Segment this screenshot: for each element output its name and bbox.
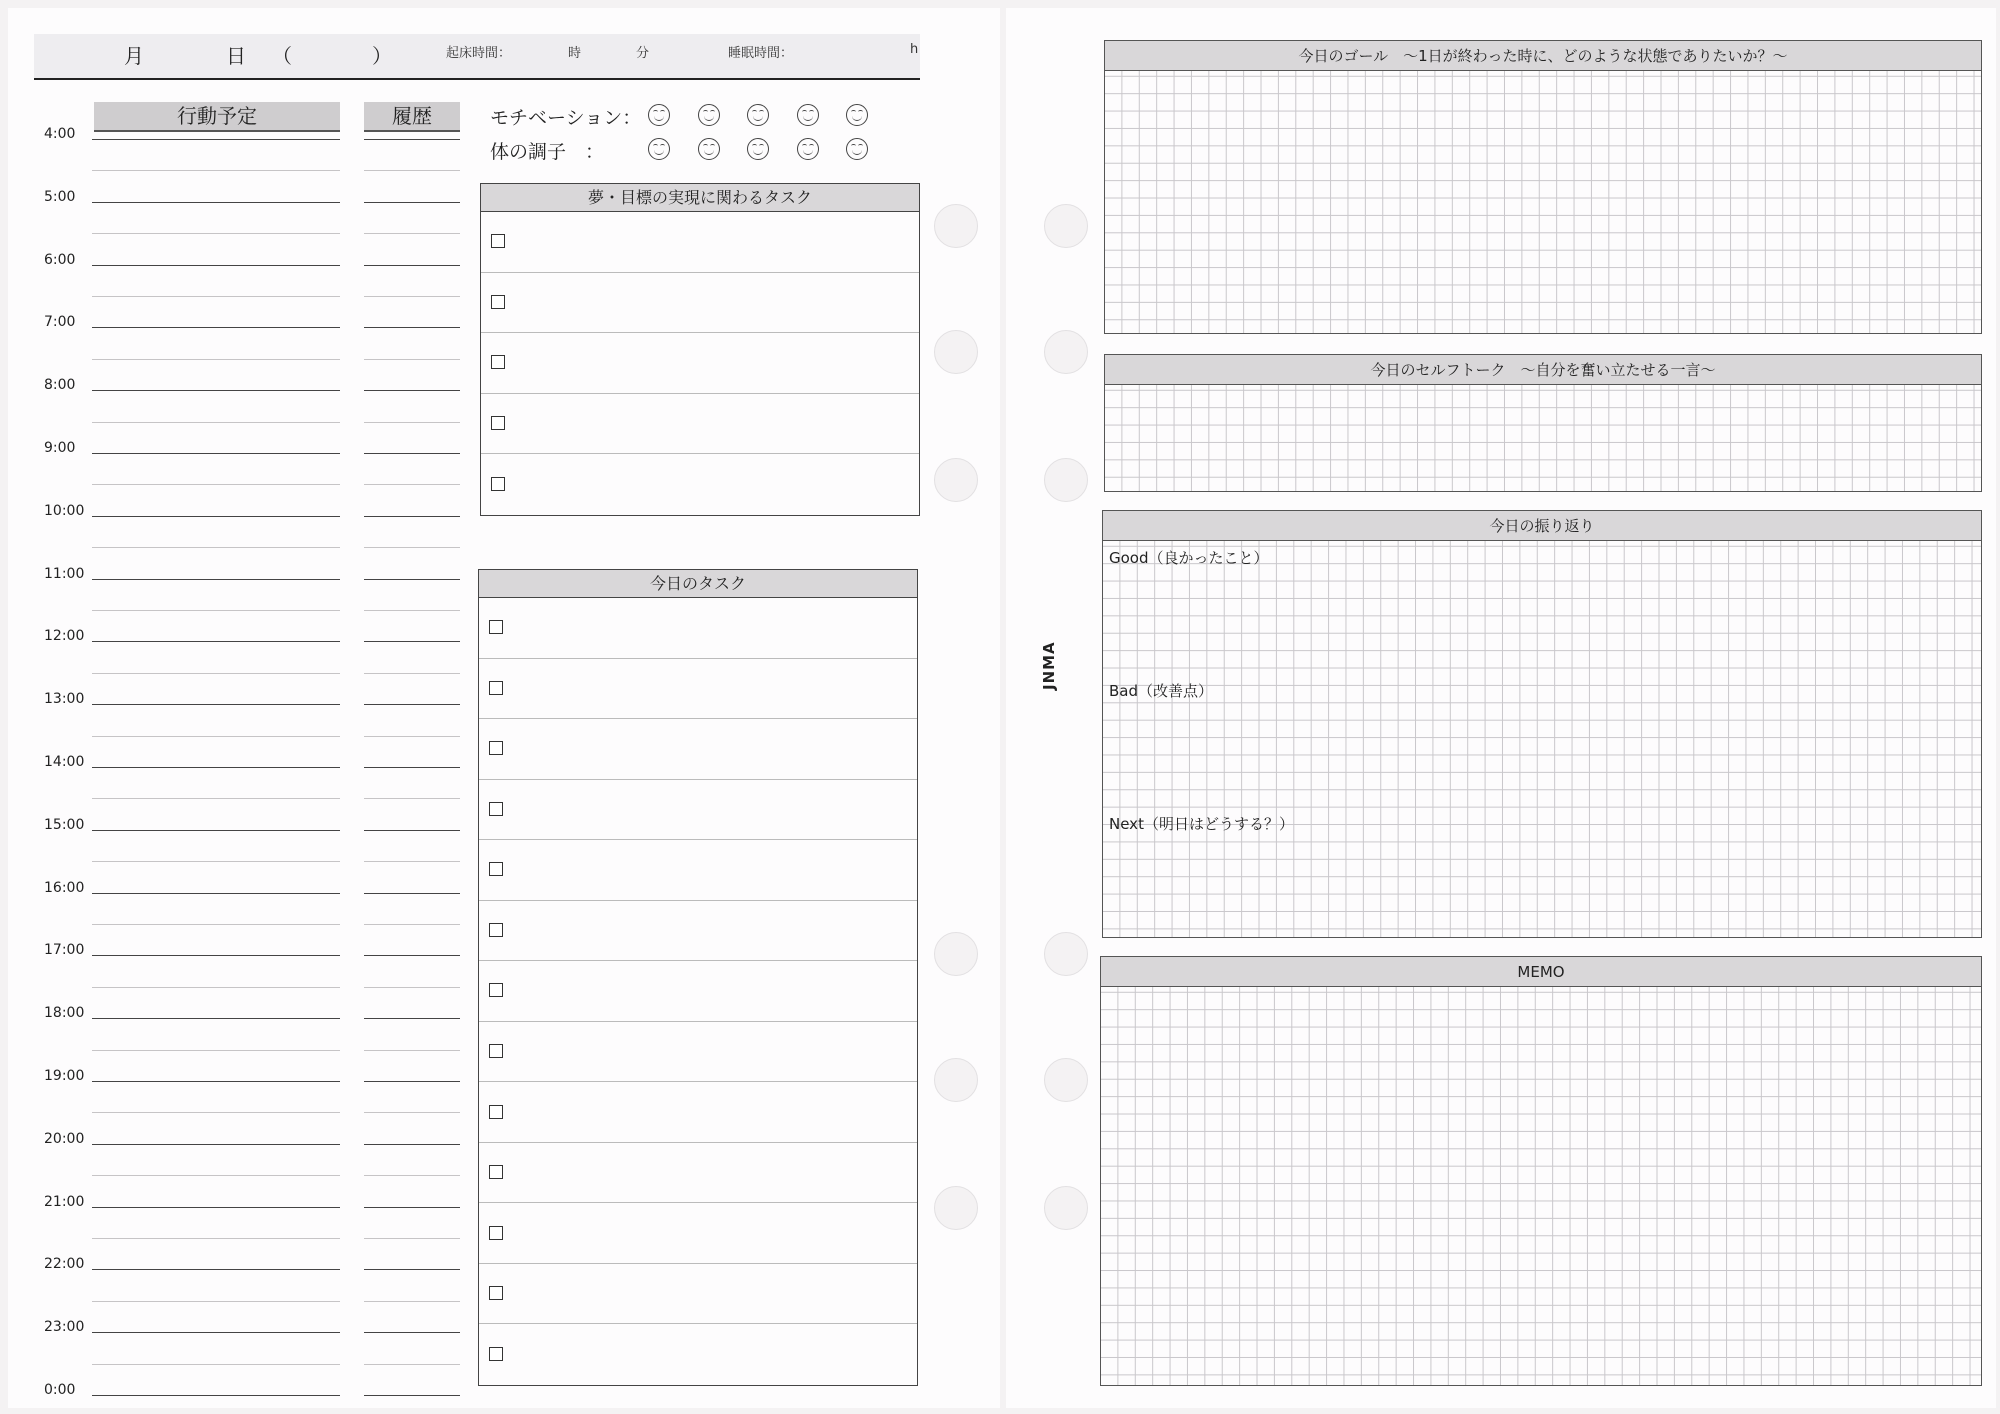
history-hour-line bbox=[364, 893, 460, 894]
time-label: 22:00 bbox=[44, 1256, 85, 1273]
checkbox[interactable] bbox=[489, 681, 503, 695]
binder-hole bbox=[934, 932, 978, 976]
history-hour-line bbox=[364, 1018, 460, 1019]
history-half-line bbox=[364, 673, 460, 674]
time-label: 10:00 bbox=[44, 502, 85, 519]
time-label: 6:00 bbox=[44, 251, 76, 268]
checkbox[interactable] bbox=[489, 862, 503, 876]
plan-half-line bbox=[92, 1050, 340, 1051]
plan-half-line bbox=[92, 359, 340, 360]
history-hour-line bbox=[364, 202, 460, 203]
time-label: 19:00 bbox=[44, 1068, 85, 1084]
task-row[interactable] bbox=[479, 1264, 917, 1325]
history-half-line bbox=[364, 1301, 460, 1302]
plan-half-line bbox=[92, 422, 340, 423]
plan-half-line bbox=[92, 924, 340, 925]
history-hour-line bbox=[364, 390, 460, 391]
plan-hour-line bbox=[92, 893, 340, 894]
history-hour-line bbox=[364, 704, 460, 705]
checkbox[interactable] bbox=[491, 477, 505, 491]
history-hour-line bbox=[364, 265, 460, 266]
history-hour-line bbox=[364, 1207, 460, 1208]
bad-label: Bad（改善点） bbox=[1109, 682, 1214, 700]
plan-hour-line bbox=[92, 955, 340, 956]
time-label: 17:00 bbox=[44, 942, 85, 959]
history-hour-line bbox=[364, 1269, 460, 1270]
time-label: 13:00 bbox=[44, 691, 85, 708]
motivation-label: モチベーション： bbox=[490, 107, 642, 129]
checkbox[interactable] bbox=[489, 1226, 503, 1240]
history-half-line bbox=[364, 1112, 460, 1113]
history-hour-line bbox=[364, 830, 460, 831]
body-face-icon[interactable] bbox=[797, 138, 819, 160]
plan-hour-line bbox=[92, 516, 340, 517]
plan-half-line bbox=[92, 547, 340, 548]
motivation-face-icon[interactable] bbox=[797, 104, 819, 126]
task-row[interactable] bbox=[479, 1324, 917, 1385]
history-hour-line bbox=[364, 139, 460, 140]
time-label: 11:00 bbox=[44, 565, 85, 582]
header-rule bbox=[34, 78, 920, 80]
binder-hole bbox=[1044, 330, 1088, 374]
plan-hour-line bbox=[92, 265, 340, 266]
history-half-line bbox=[364, 1175, 460, 1176]
time-label: 12:00 bbox=[44, 628, 85, 645]
history-half-line bbox=[364, 736, 460, 737]
task-row[interactable] bbox=[481, 333, 919, 394]
history-half-line bbox=[364, 861, 460, 862]
history-half-line bbox=[364, 1050, 460, 1051]
checkbox[interactable] bbox=[489, 1347, 503, 1361]
plan-hour-line bbox=[92, 1081, 340, 1082]
plan-hour-line bbox=[92, 1395, 340, 1396]
history-half-line bbox=[364, 233, 460, 234]
checkbox[interactable] bbox=[491, 416, 505, 430]
history-hour-line bbox=[364, 1332, 460, 1333]
plan-half-line bbox=[92, 1301, 340, 1302]
checkbox[interactable] bbox=[489, 1165, 503, 1179]
plan-hour-line bbox=[92, 202, 340, 203]
body-face-icon[interactable] bbox=[846, 138, 868, 160]
body-face-icon[interactable] bbox=[698, 138, 720, 160]
plan-half-line bbox=[92, 1112, 340, 1113]
motivation-face-icon[interactable] bbox=[648, 104, 670, 126]
task-row[interactable] bbox=[479, 659, 917, 720]
history-hour-line bbox=[364, 579, 460, 580]
plan-half-line bbox=[92, 861, 340, 862]
checkbox[interactable] bbox=[489, 802, 503, 816]
time-label: 5:00 bbox=[44, 188, 76, 205]
plan-half-line bbox=[92, 484, 340, 485]
history-hour-line bbox=[364, 1144, 460, 1145]
task-row[interactable] bbox=[479, 598, 917, 659]
plan-half-line bbox=[92, 798, 340, 799]
binder-hole bbox=[934, 1058, 978, 1102]
binder-hole bbox=[1044, 1186, 1088, 1230]
day-label: 日 bbox=[226, 44, 246, 68]
next-label: Next（明日はどうする？） bbox=[1109, 815, 1294, 833]
binder-hole bbox=[934, 204, 978, 248]
plan-half-line bbox=[92, 987, 340, 988]
history-half-line bbox=[364, 422, 460, 423]
checkbox[interactable] bbox=[489, 1044, 503, 1058]
memo-panel bbox=[1100, 956, 1982, 1386]
task-row[interactable] bbox=[479, 901, 917, 962]
task-row[interactable] bbox=[481, 212, 919, 273]
sleep-unit-label: h bbox=[910, 42, 919, 57]
task-row[interactable] bbox=[479, 1022, 917, 1083]
history-hour-line bbox=[364, 453, 460, 454]
history-half-line bbox=[364, 1364, 460, 1365]
time-label: 8:00 bbox=[44, 377, 76, 394]
binder-hole bbox=[934, 1186, 978, 1230]
binder-hole bbox=[1044, 1058, 1088, 1102]
binder-hole bbox=[934, 458, 978, 502]
checkbox[interactable] bbox=[489, 620, 503, 634]
weekday-open-paren: （ bbox=[272, 44, 292, 68]
plan-half-line bbox=[92, 610, 340, 611]
history-half-line bbox=[364, 359, 460, 360]
history-hour-line bbox=[364, 327, 460, 328]
plan-half-line bbox=[92, 170, 340, 171]
today-task-box bbox=[478, 569, 918, 1386]
goal-panel bbox=[1104, 40, 1982, 334]
selftalk-panel bbox=[1104, 354, 1982, 492]
wake-time-label: 起床時間： bbox=[446, 46, 512, 61]
dream-task-box bbox=[480, 183, 920, 516]
plan-hour-line bbox=[92, 1269, 340, 1270]
plan-hour-line bbox=[92, 139, 340, 140]
checkbox[interactable] bbox=[491, 355, 505, 369]
plan-hour-line bbox=[92, 767, 340, 768]
history-half-line bbox=[364, 798, 460, 799]
review-panel bbox=[1102, 510, 1982, 938]
history-half-line bbox=[364, 484, 460, 485]
binder-hole bbox=[1044, 458, 1088, 502]
checkbox[interactable] bbox=[489, 741, 503, 755]
checkbox[interactable] bbox=[489, 983, 503, 997]
plan-half-line bbox=[92, 1364, 340, 1365]
body-condition-label: 体の調子 ： bbox=[490, 141, 605, 163]
checkbox[interactable] bbox=[489, 1286, 503, 1300]
time-label: 4:00 bbox=[44, 126, 76, 142]
plan-half-line bbox=[92, 673, 340, 674]
plan-hour-line bbox=[92, 327, 340, 328]
plan-hour-line bbox=[92, 1018, 340, 1019]
time-label: 16:00 bbox=[44, 879, 85, 896]
today-task-title: 今日のタスク bbox=[479, 570, 917, 598]
time-label: 21:00 bbox=[44, 1193, 85, 1210]
selftalk-title: 今日のセルフトーク ～自分を奮い立たせる一言～ bbox=[1105, 355, 1981, 385]
plan-half-line bbox=[92, 296, 340, 297]
weekday-close-paren: ） bbox=[372, 44, 392, 68]
task-row[interactable] bbox=[481, 273, 919, 334]
plan-hour-line bbox=[92, 453, 340, 454]
history-half-line bbox=[364, 547, 460, 548]
month-label: 月 bbox=[124, 44, 144, 68]
dream-task-title: 夢・目標の実現に関わるタスク bbox=[481, 184, 919, 212]
history-hour-line bbox=[364, 1395, 460, 1396]
body-face-icon[interactable] bbox=[648, 138, 670, 160]
task-row[interactable] bbox=[479, 1082, 917, 1143]
wake-minute-label: 分 bbox=[636, 46, 650, 61]
history-hour-line bbox=[364, 955, 460, 956]
checkbox[interactable] bbox=[489, 923, 503, 937]
plan-hour-line bbox=[92, 390, 340, 391]
task-row[interactable] bbox=[481, 394, 919, 455]
history-half-line bbox=[364, 296, 460, 297]
plan-half-line bbox=[92, 736, 340, 737]
history-column-header: 履歴 bbox=[364, 102, 460, 132]
history-half-line bbox=[364, 170, 460, 171]
time-label: 9:00 bbox=[44, 440, 76, 456]
history-half-line bbox=[364, 987, 460, 988]
task-row[interactable] bbox=[479, 780, 917, 841]
brand-logo: JNMA bbox=[1040, 641, 1058, 690]
time-label: 14:00 bbox=[44, 754, 85, 770]
binder-hole bbox=[1044, 932, 1088, 976]
plan-hour-line bbox=[92, 1207, 340, 1208]
time-label: 23:00 bbox=[44, 1319, 85, 1336]
plan-half-line bbox=[92, 1238, 340, 1239]
checkbox[interactable] bbox=[491, 295, 505, 309]
task-row[interactable] bbox=[479, 840, 917, 901]
plan-half-line bbox=[92, 233, 340, 234]
time-label: 7:00 bbox=[44, 314, 76, 331]
history-half-line bbox=[364, 1238, 460, 1239]
review-title: 今日の振り返り bbox=[1103, 511, 1981, 541]
task-row[interactable] bbox=[479, 719, 917, 780]
motivation-face-icon[interactable] bbox=[747, 104, 769, 126]
plan-hour-line bbox=[92, 1332, 340, 1333]
sleep-time-label: 睡眠時間： bbox=[728, 46, 794, 61]
time-label: 18:00 bbox=[44, 1005, 85, 1022]
task-row[interactable] bbox=[479, 961, 917, 1022]
time-label: 0:00 bbox=[44, 1382, 76, 1398]
history-hour-line bbox=[364, 516, 460, 517]
plan-hour-line bbox=[92, 641, 340, 642]
memo-title: MEMO bbox=[1101, 957, 1981, 987]
goal-title: 今日のゴール ～1日が終わった時に、どのような状態でありたいか？～ bbox=[1105, 41, 1981, 71]
time-label: 20:00 bbox=[44, 1130, 85, 1147]
history-hour-line bbox=[364, 641, 460, 642]
wake-hour-label: 時 bbox=[568, 46, 582, 61]
history-hour-line bbox=[364, 1081, 460, 1082]
motivation-face-icon[interactable] bbox=[698, 104, 720, 126]
history-half-line bbox=[364, 610, 460, 611]
time-label: 15:00 bbox=[44, 816, 85, 833]
checkbox[interactable] bbox=[491, 234, 505, 248]
checkbox[interactable] bbox=[489, 1105, 503, 1119]
task-row[interactable] bbox=[481, 454, 919, 515]
task-row[interactable] bbox=[479, 1143, 917, 1204]
plan-hour-line bbox=[92, 830, 340, 831]
binder-hole bbox=[934, 330, 978, 374]
plan-hour-line bbox=[92, 579, 340, 580]
motivation-face-icon[interactable] bbox=[846, 104, 868, 126]
good-label: Good（良かったこと） bbox=[1109, 549, 1269, 567]
plan-hour-line bbox=[92, 1144, 340, 1145]
plan-column-header: 行動予定 bbox=[94, 102, 340, 132]
binder-hole bbox=[1044, 204, 1088, 248]
task-row[interactable] bbox=[479, 1203, 917, 1264]
plan-hour-line bbox=[92, 704, 340, 705]
history-hour-line bbox=[364, 767, 460, 768]
plan-half-line bbox=[92, 1175, 340, 1176]
history-half-line bbox=[364, 924, 460, 925]
body-face-icon[interactable] bbox=[747, 138, 769, 160]
